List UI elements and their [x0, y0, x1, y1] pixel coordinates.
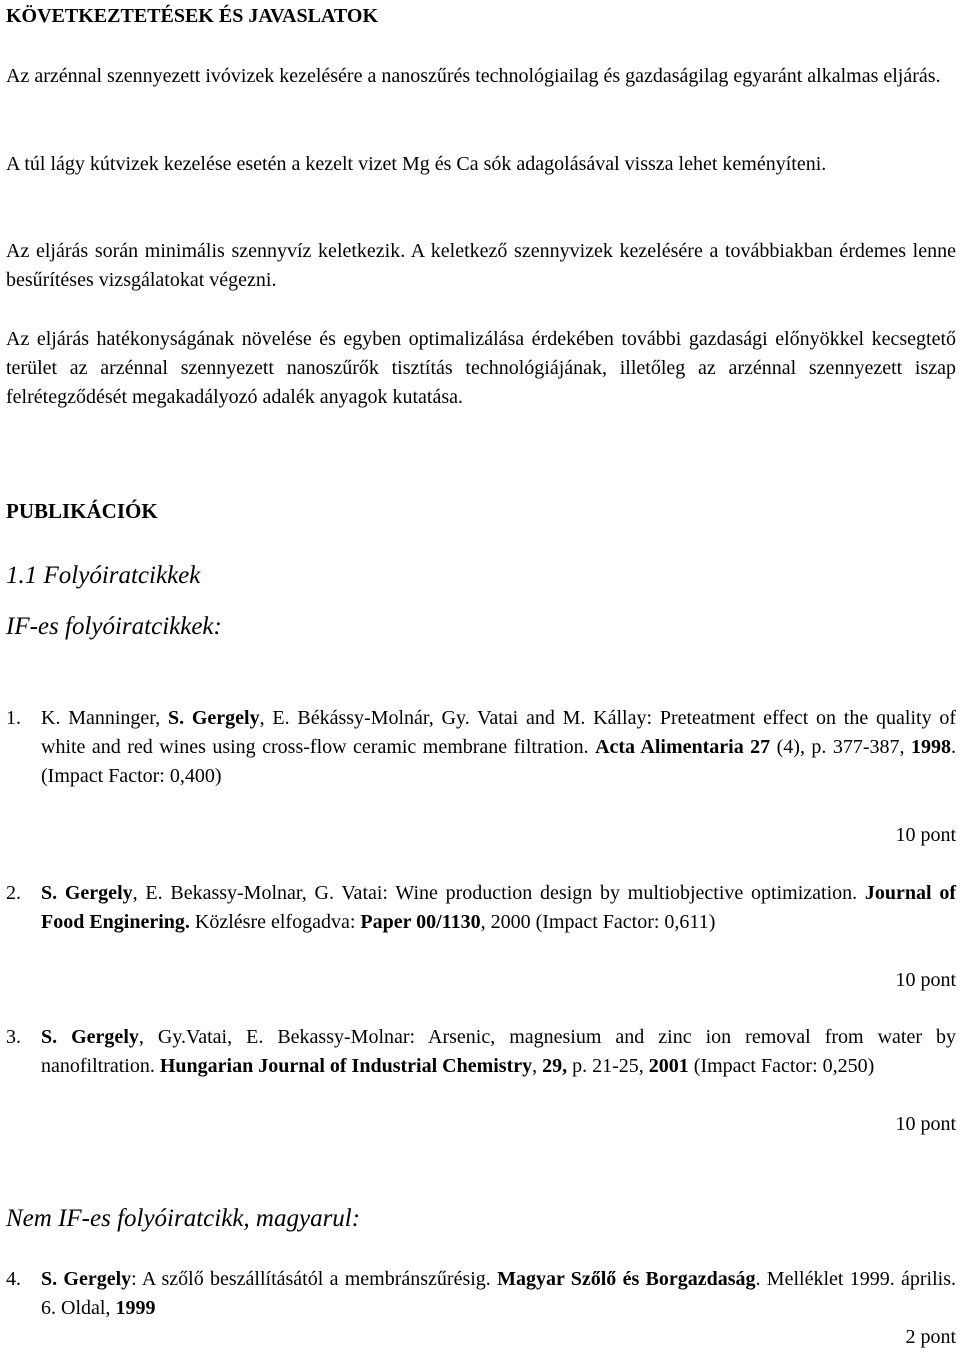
reference-1-points: 10 pont: [895, 824, 956, 846]
paragraph-4: Az eljárás hatékonyságának növelése és egyben optimalizálása érdekében további gazdasági előnyökkel kecsegtető terület az arzénnal szennyezett nanoszűrők tisztítás technológiájának, illetőleg az arzénnal szennyezett iszap felrétegződését megakadályozó adalék anyagok kutatása.: [6, 328, 956, 408]
reference-text: K. Manninger, S. Gergely, E. Békássy-Molnár, Gy. Vatai and M. Kállay: Preteatment effect on the quality of white and red wines using cross-flow ceramic membrane filtration. Acta Alimentaria 27 (4), p. 377-387, 1998. (Impact Factor: 0,400): [41, 707, 957, 787]
reference-number: 4.: [6, 1268, 21, 1290]
reference-number: 1.: [6, 707, 21, 729]
paragraph-3: Az eljárás során minimális szennyvíz keletkezik. A keletkező szennyvizek kezelésére a továbbiakban érdemes lenne besűrítéses vizsgálatokat végezni.: [6, 240, 956, 291]
section-journal-articles: 1.1 Folyóiratcikkek: [6, 562, 201, 589]
reference-3-points: 10 pont: [895, 1113, 956, 1135]
paragraph-1: Az arzénnal szennyezett ivóvizek kezelésére a nanoszűrés technológiailag és gazdaságilag egyaránt alkalmas eljárás.: [6, 65, 941, 87]
reference-text: S. Gergely, Gy.Vatai, E. Bekassy-Molnar: Arsenic, magnesium and zinc ion removal from water by nanofiltration. Hungarian Journal of Industrial Chemistry, 29, p. 21-25, 2001 (Impact Factor: 0,250): [41, 1026, 956, 1077]
subsection-non-if-articles: Nem IF-es folyóiratcikk, magyarul:: [6, 1205, 361, 1232]
reference-text: S. Gergely: A szőlő beszállításától a membránszűrésig. Magyar Szőlő és Borgazdaság. Melléklet 1999. április. 6. Oldal, 1999: [41, 1268, 956, 1319]
reference-number: 3.: [6, 1026, 21, 1048]
reference-2-points: 10 pont: [895, 969, 956, 991]
publications-heading: PUBLIKÁCIÓK: [6, 499, 158, 523]
reference-number: 2.: [6, 882, 21, 904]
conclusions-heading: KÖVETKEZTETÉSEK ÉS JAVASLATOK: [6, 5, 379, 27]
subsection-if-articles: IF-es folyóiratcikkek:: [6, 613, 222, 640]
reference-4-points: 2 pont: [905, 1326, 956, 1348]
reference-text: S. Gergely, E. Bekassy-Molnar, G. Vatai: Wine production design by multiobjective optimization. Journal of Food Enginering. Közlésre elfogadva: Paper 00/1130, 2000 (Impact Factor: 0,611): [41, 882, 956, 933]
paragraph-2: A túl lágy kútvizek kezelése esetén a kezelt vizet Mg és Ca sók adagolásával vissza lehet keményíteni.: [6, 153, 827, 175]
